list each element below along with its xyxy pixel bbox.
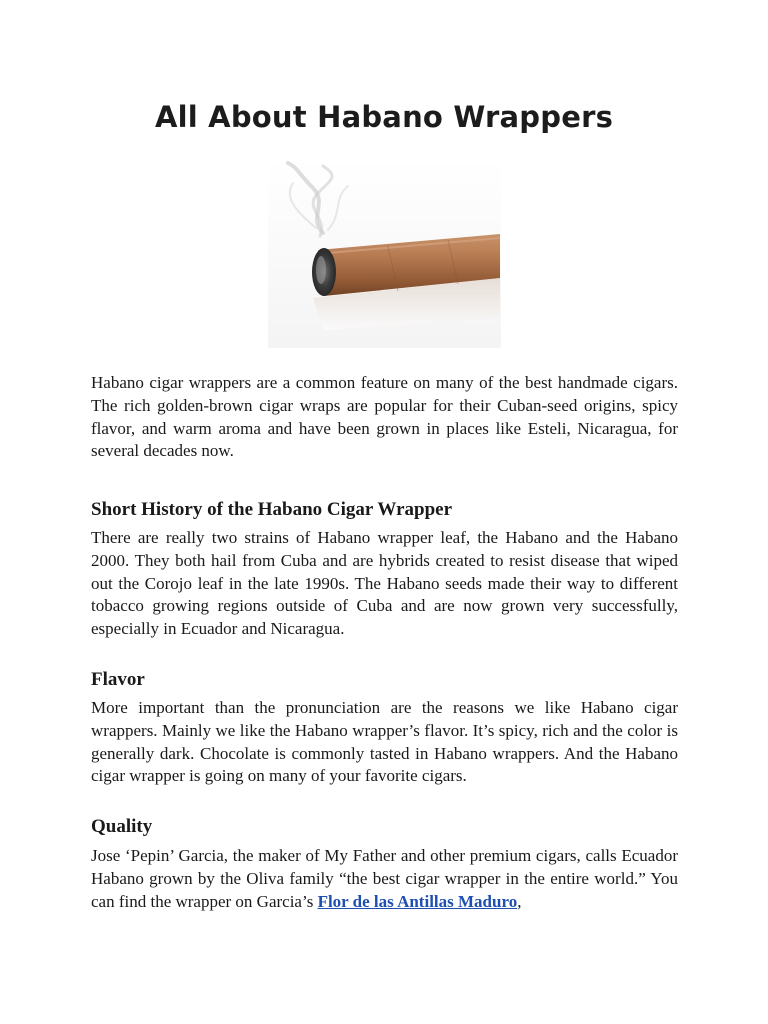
history-paragraph: There are really two strains of Habano wrapper leaf, the Habano and the Habano 2000. They both hail from Cuba and are hybrids created to resist disease that wiped out the Corojo leaf in the late 1990s. The Habano seeds made their way to different tobacco growing regions outside of Cuba and are now grown very successfully, especially in Ecuador and Nicaragua. [91, 528, 678, 639]
quality-heading: Quality [91, 816, 153, 837]
quality-text: Jose ‘Pepin’ Garcia, the maker of My Father and other premium cigars, calls Ecuador Habano grown by the Oliva family “the best cigar wrapper in the entire world.” You can find the wrapper on Garcia’s [91, 846, 678, 911]
page-title: All About Habano Wrappers [154, 100, 614, 134]
cigar-smoke-icon [268, 158, 501, 348]
flavor-heading: Flavor [91, 669, 145, 690]
flavor-paragraph: More important than the pronunciation are the reasons we like Habano cigar wrappers. Mainly we like the Habano wrapper’s flavor. It’s spicy, rich and the color is generally dark. Chocolate is commonly tasted in Habano wrappers. And the Habano cigar wrapper is going on many of your favorite cigars. [91, 698, 678, 786]
intro-paragraph: Habano cigar wrappers are a common feature on many of the best handmade cigars. The rich golden-brown cigar wraps are popular for their Cuban-seed origins, spicy flavor, and warm aroma and have been grown in places like Esteli, Nicaragua, for several decades now. [91, 373, 678, 461]
quality-paragraph [91, 845, 678, 913]
flor-de-las-antillas-link[interactable]: Flor de las Antillas Maduro [317, 891, 518, 911]
cigar-smoke-image [268, 158, 501, 348]
history-heading: Short History of the Habano Cigar Wrapper [91, 499, 453, 520]
quality-text-end: , [517, 891, 522, 911]
